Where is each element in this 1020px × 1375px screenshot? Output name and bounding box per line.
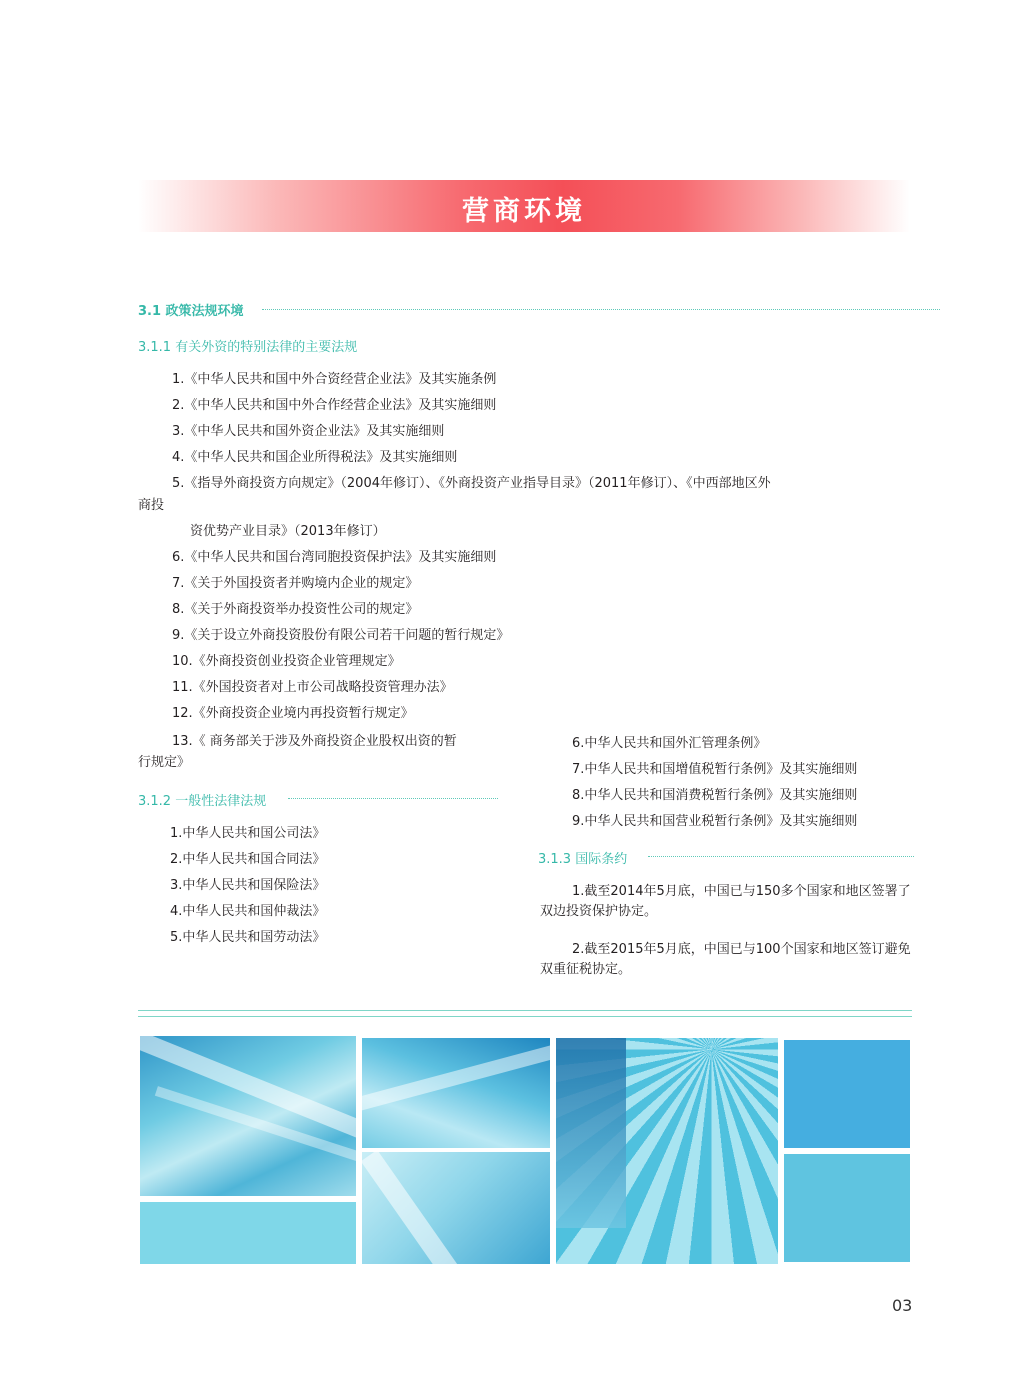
- list-item: 9.中华人民共和国营业税暂行条例》及其实施细则: [572, 814, 858, 829]
- list-item: 3.中华人民共和国保险法》: [170, 878, 326, 893]
- list-item: 3.《中华人民共和国外资企业法》及其实施细则: [172, 424, 445, 439]
- paragraph: 1.截至2014年5月底，中国已与150多个国家和地区签署了双边投资保护协定。: [540, 884, 911, 919]
- title-banner: [138, 180, 910, 232]
- architecture-photo: [362, 1152, 550, 1264]
- footer-divider-bottom: [138, 1016, 912, 1017]
- subsection-divider: [288, 798, 498, 799]
- subsection-divider: [648, 856, 914, 857]
- list-item-continuation: 资优势产业目录》（2013年修订）: [190, 524, 386, 539]
- section-heading: 3.1 政策法规环境: [138, 304, 244, 319]
- paragraph: 2.截至2015年5月底，中国已与100个国家和地区签订避免双重征税协定。: [540, 942, 911, 977]
- list-item: 1.《中华人民共和国中外合资经营企业法》及其实施条例: [172, 372, 497, 387]
- list-item: 7.《关于外国投资者并购境内企业的规定》: [172, 576, 419, 591]
- list-item-continuation: 商投: [138, 498, 165, 513]
- color-tile: [784, 1154, 910, 1262]
- list-item: 7.中华人民共和国增值税暂行条例》及其实施细则: [572, 762, 858, 777]
- list-item: 5.中华人民共和国劳动法》: [170, 930, 326, 945]
- list-item-continuation: 行规定》: [138, 755, 191, 770]
- page-title: 营商环境: [462, 196, 586, 227]
- color-tile: [140, 1202, 356, 1264]
- list-item: 8.《关于外商投资举办投资性公司的规定》: [172, 602, 419, 617]
- section-divider: [262, 309, 940, 310]
- list-item: 12.《外商投资企业境内再投资暂行规定》: [172, 706, 414, 721]
- list-item: 2.中华人民共和国合同法》: [170, 852, 326, 867]
- list-item: 4.《中华人民共和国企业所得税法》及其实施细则: [172, 450, 458, 465]
- list-item: 1.中华人民共和国公司法》: [170, 826, 326, 841]
- list-item: 13.《 商务部关于涉及外商投资企业股权出资的暂: [172, 734, 457, 749]
- list-item: 10.《外商投资创业投资企业管理规定》: [172, 654, 401, 669]
- list-item: 4.中华人民共和国仲裁法》: [170, 904, 326, 919]
- subsection-heading-3: 3.1.3 国际条约: [538, 852, 628, 867]
- page-number: 03: [892, 1296, 913, 1315]
- architecture-photo: [362, 1038, 550, 1148]
- list-item: 6.中华人民共和国外汇管理条例》: [572, 736, 767, 751]
- footer-divider-top: [138, 1010, 912, 1011]
- subsection-heading-1: 3.1.1 有关外资的特别法律的主要法规: [138, 340, 358, 355]
- color-tile: [784, 1040, 910, 1148]
- architecture-photo: [140, 1036, 356, 1196]
- list-item: 11.《外国投资者对上市公司战略投资管理办法》: [172, 680, 453, 695]
- list-item: 9.《关于设立外商投资股份有限公司若干问题的暂行规定》: [172, 628, 510, 643]
- list-item: 8.中华人民共和国消费税暂行条例》及其实施细则: [572, 788, 858, 803]
- list-item: 2.《中华人民共和国中外合作经营企业法》及其实施细则: [172, 398, 497, 413]
- subsection-heading-2: 3.1.2 一般性法律法规: [138, 794, 267, 809]
- list-item: 5.《指导外商投资方向规定》（2004年修订）、《外商投资产业指导目录》（2011年修订）、《中西部地区外: [172, 476, 771, 491]
- list-item: 6.《中华人民共和国台湾同胞投资保护法》及其实施细则: [172, 550, 497, 565]
- architecture-photo: [556, 1038, 778, 1264]
